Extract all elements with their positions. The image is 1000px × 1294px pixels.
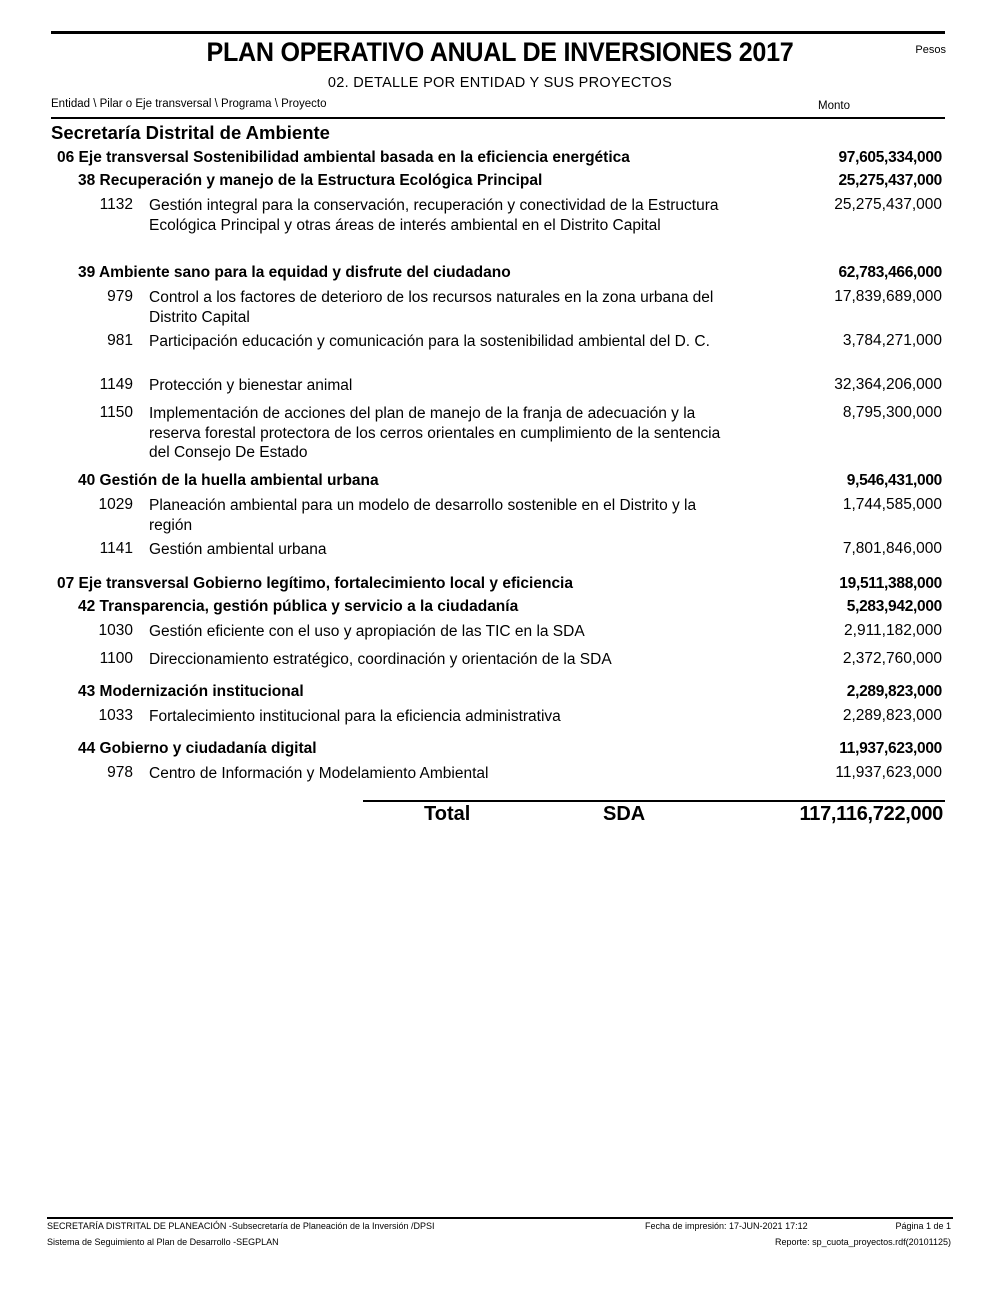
proyecto-code: 1030 [98,622,133,639]
proyecto-amount: 8,795,300,000 [842,404,942,421]
footer-page-number: Página 1 de 1 [895,1221,951,1231]
proyecto-description: Planeación ambiental para un modelo de desarrollo sostenible en el Distrito y la región [149,497,697,534]
proyecto-description: Gestión eficiente con el uso y apropiación de las TIC en la SDA [149,623,585,640]
proyecto-description: Direccionamiento estratégico, coordinación y orientación de la SDA [149,651,612,668]
proyecto-description: Protección y bienestar animal [149,377,353,394]
proyecto-amount: 2,372,760,000 [842,650,942,667]
eje-amount: 19,511,388,000 [839,575,942,592]
total-label: Total [424,803,471,825]
programa-label: 43 Modernización institucional [78,683,304,700]
report-subtitle: 02. DETALLE POR ENTIDAD Y SUS PROYECTOS [327,75,673,91]
eje-amount: 97,605,334,000 [838,149,942,166]
proyecto-description: Centro de Información y Modelamiento Ambiental [149,765,489,782]
proyecto-code: 979 [107,288,133,305]
column-header-amount: Monto [818,100,850,112]
proyecto-code: 1033 [98,707,133,724]
proyecto-amount: 7,801,846,000 [842,540,942,557]
report-title: PLAN OPERATIVO ANUAL DE INVERSIONES 2017 [206,37,794,67]
proyecto-amount: 11,937,623,000 [835,764,942,781]
proyecto-description: Implementación de acciones del plan de manejo de la franja de adecuación y la reserva forestal protectora de los cerros orientales en cumplimiento de la sentencia del Consejo De Estado [149,405,721,461]
programa-label: 40 Gestión de la huella ambiental urbana [78,472,379,489]
proyecto-amount: 1,744,585,000 [842,496,942,513]
proyecto-description: Fortalecimiento institucional para la eficiencia administrativa [149,708,561,725]
proyecto-description: Participación educación y comunicación para la sostenibilidad ambiental del D. C. [149,333,710,350]
eje-label: 07 Eje transversal Gobierno legítimo, fortalecimiento local y eficiencia [57,575,573,592]
proyecto-description: Control a los factores de deterioro de los recursos naturales en la zona urbana del Distrito Capital [149,289,714,326]
programa-amount: 25,275,437,000 [838,172,942,189]
eje-label: 06 Eje transversal Sostenibilidad ambiental basada en la eficiencia energética [57,149,630,166]
proyecto-description: Gestión integral para la conservación, recuperación y conectividad de la Estructura Ecológica Principal y otras áreas de interés ambiental en el Distrito Capital [149,197,719,234]
footer-organization: SECRETARÍA DISTRITAL DE PLANEACIÓN -Subsecretaría de Planeación de la Inversión /DPSI [47,1221,435,1231]
proyecto-code: 1132 [99,196,133,213]
proyecto-code: 978 [107,764,133,781]
proyecto-description: Gestión ambiental urbana [149,541,327,558]
header-rule [51,117,945,119]
programa-amount: 9,546,431,000 [846,472,942,489]
proyecto-code: 1100 [99,650,133,667]
proyecto-amount: 32,364,206,000 [834,376,942,393]
footer-rule [47,1217,953,1219]
footer-report-name: Reporte: sp_cuota_proyectos.rdf(20101125) [775,1237,951,1247]
programa-amount: 2,289,823,000 [846,683,942,700]
programa-label: 38 Recuperación y manejo de la Estructura Ecológica Principal [78,172,543,189]
programa-label: 39 Ambiente sano para la equidad y disfrute del ciudadano [78,264,511,281]
programa-label: 42 Transparencia, gestión pública y servicio a la ciudadanía [78,598,519,615]
proyecto-code: 981 [107,332,133,349]
footer-system: Sistema de Seguimiento al Plan de Desarrollo -SEGPLAN [47,1237,279,1247]
top-rule [51,31,945,34]
proyecto-code: 1149 [99,376,133,393]
programa-label: 44 Gobierno y ciudadanía digital [78,740,317,757]
total-rule [363,800,945,802]
proyecto-amount: 2,289,823,000 [842,707,942,724]
total-entity: SDA [603,803,646,825]
column-header-hierarchy: Entidad \ Pilar o Eje transversal \ Programa \ Proyecto [51,98,327,110]
proyecto-amount: 17,839,689,000 [834,288,942,305]
proyecto-amount: 3,784,271,000 [842,332,942,349]
footer-print-date: Fecha de impresión: 17-JUN-2021 17:12 [645,1221,808,1231]
proyecto-code: 1029 [98,496,133,513]
total-amount: 117,116,722,000 [799,803,943,825]
currency-label: Pesos [915,44,946,56]
entity-heading: Secretaría Distrital de Ambiente [51,122,330,143]
proyecto-amount: 2,911,182,000 [844,622,942,639]
proyecto-code: 1150 [99,404,133,421]
programa-amount: 62,783,466,000 [838,264,942,281]
proyecto-amount: 25,275,437,000 [834,196,942,213]
programa-amount: 5,283,942,000 [846,598,942,615]
programa-amount: 11,937,623,000 [839,740,942,757]
proyecto-code: 1141 [99,540,133,557]
